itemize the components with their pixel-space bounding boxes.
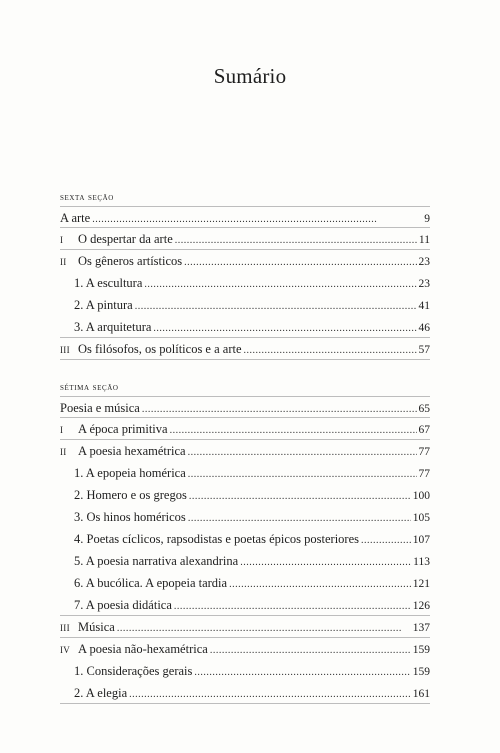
entry-title: 4. Poetas cíclicos, rapsodistas e poetas épicos posteriores	[74, 532, 359, 546]
chapter-entry[interactable]	[60, 338, 430, 360]
page-number: 67	[418, 424, 430, 436]
chapter-number: IV	[60, 645, 71, 655]
subchapter-entry[interactable]	[60, 294, 430, 316]
subchapter-entry[interactable]	[60, 682, 430, 704]
chapter-number: I	[60, 235, 64, 245]
entry-title: A poesia hexamétrica	[78, 444, 186, 458]
subchapter-entry[interactable]	[60, 272, 430, 294]
dot-leader	[210, 640, 411, 662]
entry-label	[74, 272, 142, 294]
page-number: 57	[418, 344, 430, 356]
entry-title: 2. Homero e os gregos	[74, 488, 187, 502]
dot-leader	[175, 230, 417, 252]
entry-label	[74, 572, 227, 594]
chapter-entry[interactable]	[60, 418, 430, 440]
entry-title: Música	[78, 620, 115, 634]
chapter-entry[interactable]	[60, 228, 430, 250]
dot-leader	[135, 296, 417, 318]
dot-leader	[189, 486, 411, 508]
subchapter-entry[interactable]	[60, 660, 430, 682]
dot-leader	[188, 442, 417, 464]
entry-label	[74, 506, 186, 528]
dot-leader	[153, 318, 416, 340]
entry-title: O despertar da arte	[78, 232, 173, 246]
page-number: 107	[412, 534, 430, 546]
entry-label	[74, 484, 187, 506]
entry-title: 3. A arquitetura	[74, 320, 152, 334]
entry-label	[60, 207, 90, 229]
entry-title: A poesia não-hexamétrica	[78, 642, 208, 656]
entry-title: Os filósofos, os políticos e a arte	[78, 342, 242, 356]
section-label: sétima seção	[60, 383, 119, 393]
section-heading[interactable]	[60, 206, 430, 228]
chapter-number: III	[60, 623, 70, 633]
page-number: 65	[418, 403, 430, 415]
page-number: 113	[413, 556, 430, 568]
entry-label	[60, 616, 115, 639]
entry-title: A época primitiva	[78, 422, 168, 436]
entry-label	[74, 294, 133, 316]
page-number: 77	[418, 468, 430, 480]
entry-label	[74, 316, 151, 338]
chapter-number: II	[60, 447, 67, 457]
entry-label	[60, 228, 173, 251]
page-title: Sumário	[213, 64, 287, 88]
page-number: 46	[418, 322, 430, 334]
entry-title: Poesia e música	[60, 401, 140, 415]
entry-title: 1. Considerações gerais	[74, 664, 193, 678]
page-number: 11	[418, 234, 430, 246]
section-label: sexta seção	[60, 193, 114, 203]
page-number: 161	[412, 688, 430, 700]
entry-title: 3. Os hinos homéricos	[74, 510, 186, 524]
entry-label	[60, 418, 168, 441]
entry-title: 2. A pintura	[74, 298, 133, 312]
page-number: 9	[424, 213, 430, 225]
chapter-entry[interactable]	[60, 638, 430, 660]
dot-leader	[194, 662, 410, 684]
entry-label	[74, 594, 172, 616]
dot-leader	[188, 464, 417, 486]
entry-title: A arte	[60, 211, 91, 225]
subchapter-entry[interactable]	[60, 528, 430, 550]
entry-title: 1. A epopeia homérica	[74, 466, 186, 480]
subchapter-entry[interactable]	[60, 594, 430, 616]
chapter-entry[interactable]	[60, 440, 430, 462]
page-number: 159	[412, 644, 430, 656]
subchapter-entry[interactable]	[60, 316, 430, 338]
entry-title: 2. A elegia	[74, 686, 128, 700]
page-number: 137	[412, 622, 430, 634]
dot-leader	[184, 252, 416, 274]
subchapter-entry[interactable]	[60, 550, 430, 572]
entry-title: 7. A poesia didática	[74, 598, 172, 612]
entry-label	[60, 440, 186, 463]
page-number: 100	[412, 490, 430, 502]
dot-leader	[117, 618, 411, 640]
dot-leader	[229, 574, 411, 596]
subchapter-entry[interactable]	[60, 462, 430, 484]
section-heading[interactable]	[60, 396, 430, 418]
chapter-entry[interactable]	[60, 616, 430, 638]
page-number: 77	[418, 446, 430, 458]
subchapter-entry[interactable]	[60, 484, 430, 506]
chapter-entry[interactable]	[60, 250, 430, 272]
subchapter-entry[interactable]	[60, 572, 430, 594]
subchapter-entry[interactable]	[60, 506, 430, 528]
dot-leader	[188, 508, 411, 530]
chapter-number: II	[60, 257, 67, 267]
page-number: 159	[412, 666, 430, 678]
chapter-number: I	[60, 425, 64, 435]
entry-title: 5. A poesia narrativa alexandrina	[74, 554, 239, 568]
entry-title: 1. A escultura	[74, 276, 143, 290]
entry-title: 6. A bucólica. A epopeia tardia	[74, 576, 228, 590]
page-number: 23	[418, 278, 430, 290]
entry-label	[74, 660, 192, 682]
page-number: 105	[412, 512, 430, 524]
entry-title: Os gêneros artísticos	[78, 254, 183, 268]
entry-label	[74, 462, 186, 484]
page-number: 23	[418, 256, 430, 268]
page-number: 41	[418, 300, 430, 312]
entry-label	[74, 682, 127, 704]
table-of-contents	[60, 190, 430, 704]
entry-label	[74, 528, 359, 550]
entry-label	[60, 338, 242, 361]
entry-label	[60, 250, 182, 273]
chapter-number: III	[60, 345, 70, 355]
entry-label	[60, 638, 208, 661]
dot-leader	[129, 684, 411, 706]
dot-leader	[174, 596, 411, 618]
section-gap	[60, 360, 430, 380]
entry-label	[74, 550, 238, 572]
dot-leader	[361, 530, 411, 552]
dot-leader	[244, 340, 417, 362]
dot-leader	[142, 399, 417, 421]
dot-leader	[240, 552, 411, 574]
page-number: 121	[412, 578, 430, 590]
dot-leader	[144, 274, 416, 296]
page-number: 126	[412, 600, 430, 612]
dot-leader	[170, 420, 417, 442]
entry-label	[60, 397, 140, 419]
